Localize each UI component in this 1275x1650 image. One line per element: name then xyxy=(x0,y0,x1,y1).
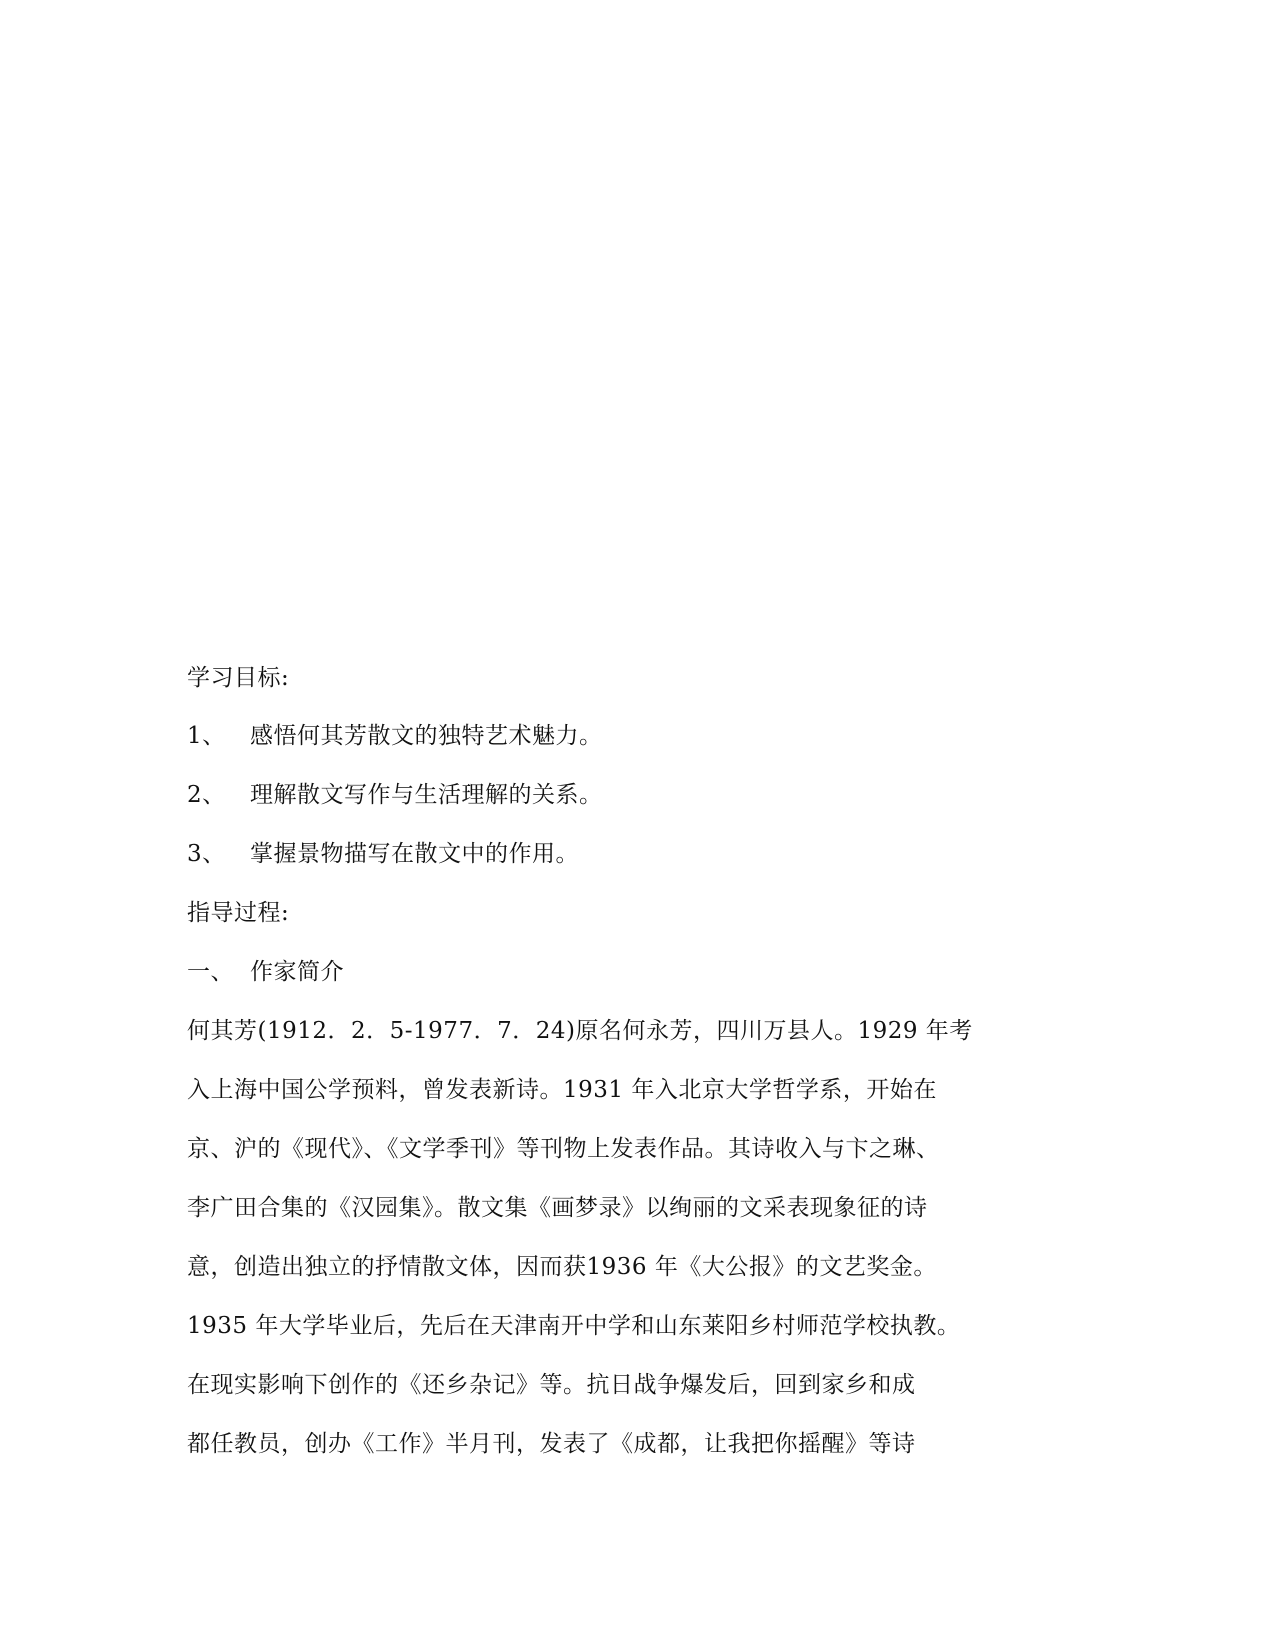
bio-line: 京、沪的《现代》、《文学季刊》等刊物上发表作品。其诗收入与卞之琳、 xyxy=(187,1136,940,1162)
section-title: 作家简介 xyxy=(250,959,344,985)
objective-text: 理解散文写作与生活理解的关系。 xyxy=(250,782,603,808)
objective-text: 掌握景物描写在散文中的作用。 xyxy=(250,841,579,867)
objective-item-3 xyxy=(187,839,579,869)
objective-text: 感悟何其芳散文的独特艺术魅力。 xyxy=(250,723,603,749)
bio-line: 在现实影响下创作的《还乡杂记》等。抗日战争爆发后，回到家乡和成 xyxy=(187,1372,916,1398)
bio-line: 都任教员，创办《工作》半月刊，发表了《成都，让我把你摇醒》等诗 xyxy=(187,1431,916,1457)
bio-line: 入上海中国公学预料，曾发表新诗。1931 年入北京大学哲学系，开始在 xyxy=(187,1077,937,1103)
objective-number: 3、 xyxy=(187,841,226,867)
bio-line: 何其芳(1912．2．5-1977．7．24)原名何永芳，四川万县人。1929 年考 xyxy=(187,1018,973,1044)
objective-number: 2、 xyxy=(187,782,226,808)
objective-item-1 xyxy=(187,721,603,751)
objectives-heading: 学习目标: xyxy=(187,665,290,691)
objective-number: 1、 xyxy=(187,723,226,749)
bio-line: 李广田合集的《汉园集》。散文集《画梦录》以绚丽的文采表现象征的诗 xyxy=(187,1195,928,1221)
objective-item-2 xyxy=(187,780,603,810)
section-number: 一、 xyxy=(187,959,234,985)
bio-line: 意，创造出独立的抒情散文体，因而获1936 年《大公报》的文艺奖金。 xyxy=(187,1254,937,1280)
bio-line: 1935 年大学毕业后，先后在天津南开中学和山东莱阳乡村师范学校执教。 xyxy=(187,1313,961,1339)
process-heading: 指导过程: xyxy=(187,900,290,926)
section-heading xyxy=(187,957,344,987)
